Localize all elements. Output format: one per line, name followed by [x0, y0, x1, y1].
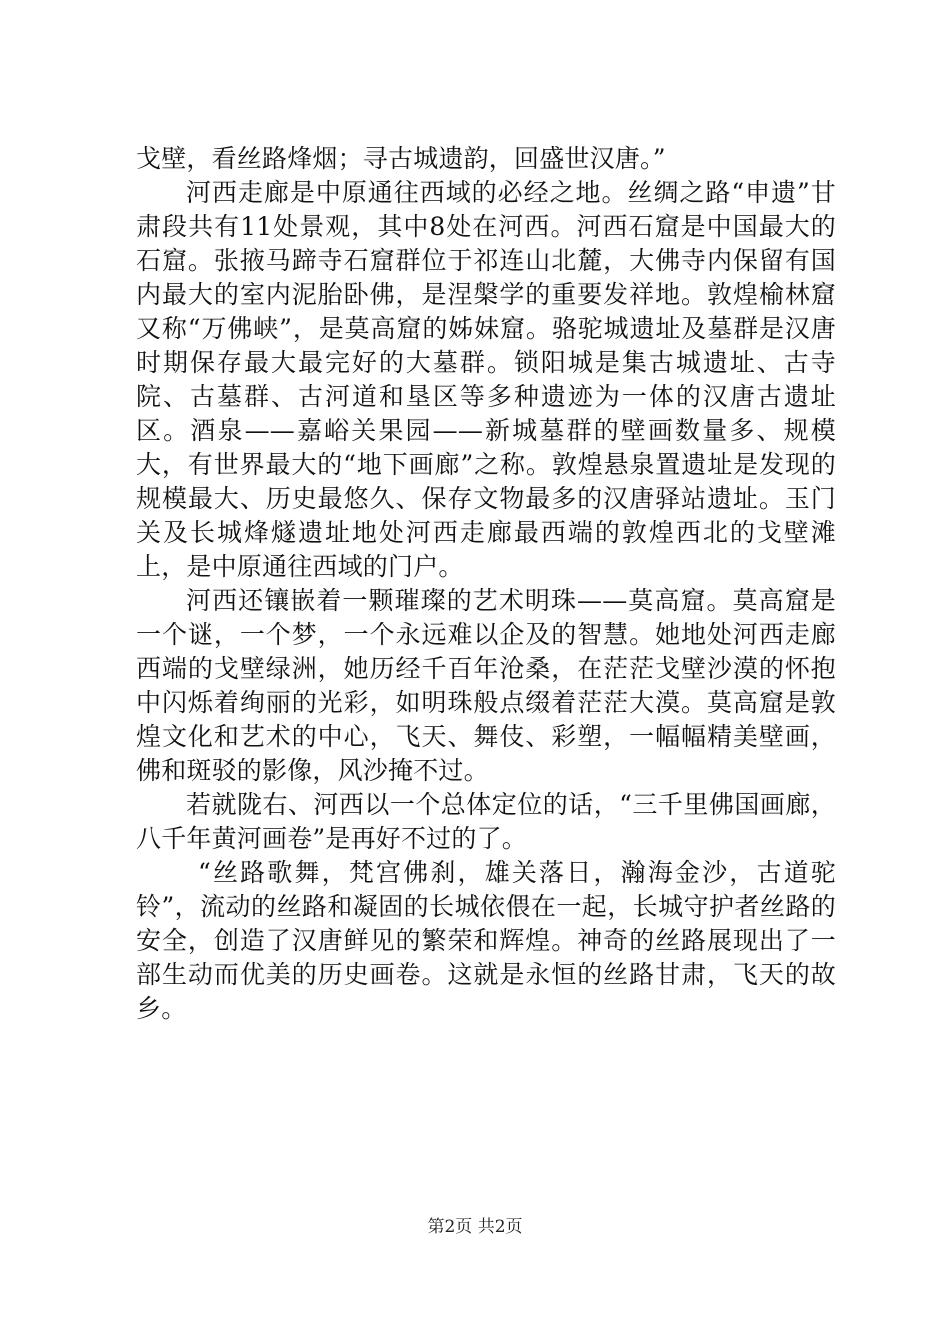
paragraph-silk-road-closing: “丝路歌舞，梵宫佛刹，雄关落日，瀚海金沙，古道驼铃”，流动的丝路和凝固的长城依偎在一起，长城守护者丝路的安全，创造了汉唐鲜见的繁荣和辉煌。神奇的丝路展现出了一部生动而优美的历史画卷。这就是永恒的丝路甘肃，飞天的故乡。 — [136, 858, 836, 1023]
document-body — [136, 142, 836, 1026]
paragraph-continuation: 戈壁，看丝路烽烟；寻古城遗韵，回盛世汉唐。” — [136, 144, 666, 173]
page-number-footer: 第2页 共2页 — [427, 1217, 523, 1237]
paragraph-mogao-caves: 河西还镶嵌着一颗璀璨的艺术明珠——莫高窟。莫高窟是一个谜，一个梦，一个永远难以企及的智慧。她地处河西走廊西端的戈壁绿洲，她历经千百年沧桑，在茫茫戈壁沙漠的怀抱中闪烁着绚丽的光彩，如明珠般点缀着茫茫大漠。莫高窟是敦煌文化和艺术的中心，飞天、舞伎、彩塑，一幅幅精美壁画，佛和斑驳的影像，风沙掩不过。 — [136, 586, 836, 785]
paragraph-hexi-corridor: 河西走廊是中原通往西域的必经之地。丝绸之路“申遗”甘肃段共有11处景观，其中8处在河西。河西石窟是中国最大的石窟。张掖马蹄寺石窟群位于祁连山北麓，大佛寺内保留有国内最大的室内泥胎卧佛，是涅槃学的重要发祥地。敦煌榆林窟又称“万佛峡”，是莫高窟的姊妹窟。骆驼城遗址及墓群是汉唐时期保存最大最完好的大墓群。锁阳城是集古城遗址、古寺院、古墓群、古河道和垦区等多种遗迹为一体的汉唐古遗址区。酒泉——嘉峪关果园——新城墓群的壁画数量多、规模大，有世界最大的“地下画廊”之称。敦煌悬泉置遗址是发现的规模最大、历史最悠久、保存文物最多的汉唐驿站遗址。玉门关及长城烽燧遗址地处河西走廊最西端的敦煌西北的戈壁滩上，是中原通往西域的门户。 — [136, 178, 836, 581]
paragraph-overall-positioning: 若就陇右、河西以一个总体定位的话，“三千里佛国画廊，八千年黄河画卷”是再好不过的了。 — [136, 790, 836, 853]
